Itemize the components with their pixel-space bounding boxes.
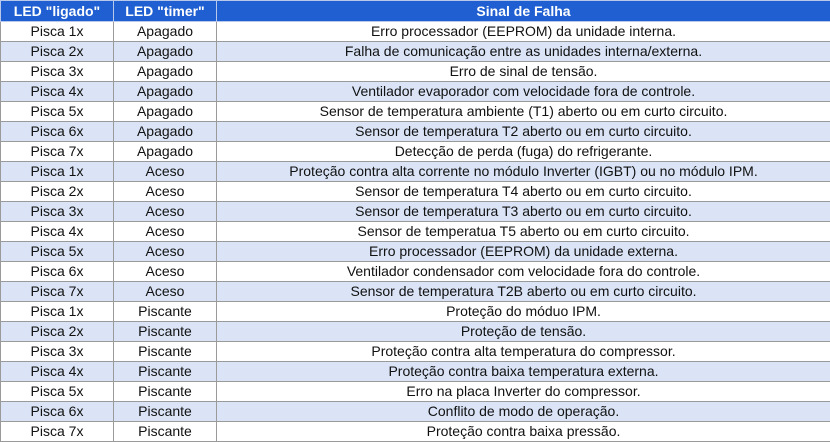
table-row [1,202,830,222]
cell-sinal-de-falha: Proteção contra baixa temperatura externa. [217,362,830,382]
cell-sinal-de-falha: Proteção contra baixa pressão. [217,422,830,442]
cell-sinal-de-falha: Erro processador (EEPROM) da unidade externa. [217,242,830,262]
table-row [1,122,830,142]
cell-led-timer: Piscante [114,322,217,342]
cell-led-timer: Aceso [114,282,217,302]
cell-led-timer: Piscante [114,342,217,362]
cell-sinal-de-falha: Erro processador (EEPROM) da unidade interna. [217,22,830,42]
table-row [1,142,830,162]
cell-led-ligado: Pisca 3x [1,342,114,362]
table-body [1,22,830,442]
table-row [1,222,830,242]
table-row [1,42,830,62]
cell-led-ligado: Pisca 7x [1,142,114,162]
cell-sinal-de-falha: Sensor de temperatua T5 aberto ou em curto circuito. [217,222,830,242]
table-row [1,422,830,442]
cell-sinal-de-falha: Sensor de temperatura T2B aberto ou em curto circuito. [217,282,830,302]
cell-led-timer: Piscante [114,422,217,442]
cell-led-ligado: Pisca 5x [1,102,114,122]
table-row [1,262,830,282]
cell-led-ligado: Pisca 4x [1,222,114,242]
cell-led-timer: Apagado [114,42,217,62]
table-row [1,322,830,342]
cell-sinal-de-falha: Falha de comunicação entre as unidades interna/externa. [217,42,830,62]
cell-led-timer: Apagado [114,102,217,122]
cell-led-ligado: Pisca 1x [1,302,114,322]
cell-led-ligado: Pisca 2x [1,322,114,342]
table-row [1,242,830,262]
cell-sinal-de-falha: Proteção do móduo IPM. [217,302,830,322]
cell-led-timer: Piscante [114,382,217,402]
cell-led-ligado: Pisca 7x [1,422,114,442]
cell-led-ligado: Pisca 3x [1,202,114,222]
cell-sinal-de-falha: Proteção contra alta temperatura do compressor. [217,342,830,362]
cell-led-ligado: Pisca 6x [1,262,114,282]
cell-sinal-de-falha: Ventilador condensador com velocidade fora do controle. [217,262,830,282]
table-row [1,162,830,182]
cell-led-ligado: Pisca 5x [1,242,114,262]
cell-led-timer: Apagado [114,22,217,42]
cell-led-timer: Piscante [114,302,217,322]
table-row [1,342,830,362]
header-led-ligado: LED "ligado" [1,1,114,22]
cell-led-ligado: Pisca 5x [1,382,114,402]
cell-led-timer: Aceso [114,162,217,182]
table-row [1,382,830,402]
table-row [1,62,830,82]
cell-sinal-de-falha: Proteção contra alta corrente no módulo Inverter (IGBT) ou no módulo IPM. [217,162,830,182]
cell-led-timer: Aceso [114,222,217,242]
cell-led-ligado: Pisca 6x [1,402,114,422]
cell-led-timer: Aceso [114,202,217,222]
cell-sinal-de-falha: Sensor de temperatura T3 aberto ou em curto circuito. [217,202,830,222]
cell-led-timer: Aceso [114,242,217,262]
cell-led-ligado: Pisca 2x [1,42,114,62]
table-row [1,102,830,122]
cell-led-ligado: Pisca 1x [1,22,114,42]
table-row [1,402,830,422]
cell-sinal-de-falha: Erro de sinal de tensão. [217,62,830,82]
cell-sinal-de-falha: Ventilador evaporador com velocidade fora de controle. [217,82,830,102]
cell-led-timer: Apagado [114,82,217,102]
cell-led-timer: Piscante [114,402,217,422]
cell-sinal-de-falha: Sensor de temperatura T2 aberto ou em curto circuito. [217,122,830,142]
cell-led-timer: Apagado [114,122,217,142]
cell-led-ligado: Pisca 3x [1,62,114,82]
table-row [1,22,830,42]
cell-led-ligado: Pisca 7x [1,282,114,302]
cell-led-ligado: Pisca 6x [1,122,114,142]
header-sinal-de-falha: Sinal de Falha [217,1,830,22]
cell-led-timer: Piscante [114,362,217,382]
table-row [1,362,830,382]
cell-led-ligado: Pisca 4x [1,362,114,382]
cell-led-ligado: Pisca 2x [1,182,114,202]
cell-sinal-de-falha: Proteção de tensão. [217,322,830,342]
cell-sinal-de-falha: Conflito de modo de operação. [217,402,830,422]
cell-led-timer: Apagado [114,142,217,162]
cell-led-timer: Aceso [114,182,217,202]
header-row [1,1,830,22]
cell-sinal-de-falha: Detecção de perda (fuga) do refrigerante. [217,142,830,162]
table-row [1,82,830,102]
cell-led-timer: Apagado [114,62,217,82]
cell-sinal-de-falha: Erro na placa Inverter do compressor. [217,382,830,402]
table-row [1,282,830,302]
table-row [1,182,830,202]
cell-led-timer: Aceso [114,262,217,282]
table-row [1,302,830,322]
cell-sinal-de-falha: Sensor de temperatura T4 aberto ou em curto circuito. [217,182,830,202]
cell-sinal-de-falha: Sensor de temperatura ambiente (T1) aberto ou em curto circuito. [217,102,830,122]
header-led-timer: LED "timer" [114,1,217,22]
cell-led-ligado: Pisca 4x [1,82,114,102]
cell-led-ligado: Pisca 1x [1,162,114,182]
table-header [1,1,830,22]
